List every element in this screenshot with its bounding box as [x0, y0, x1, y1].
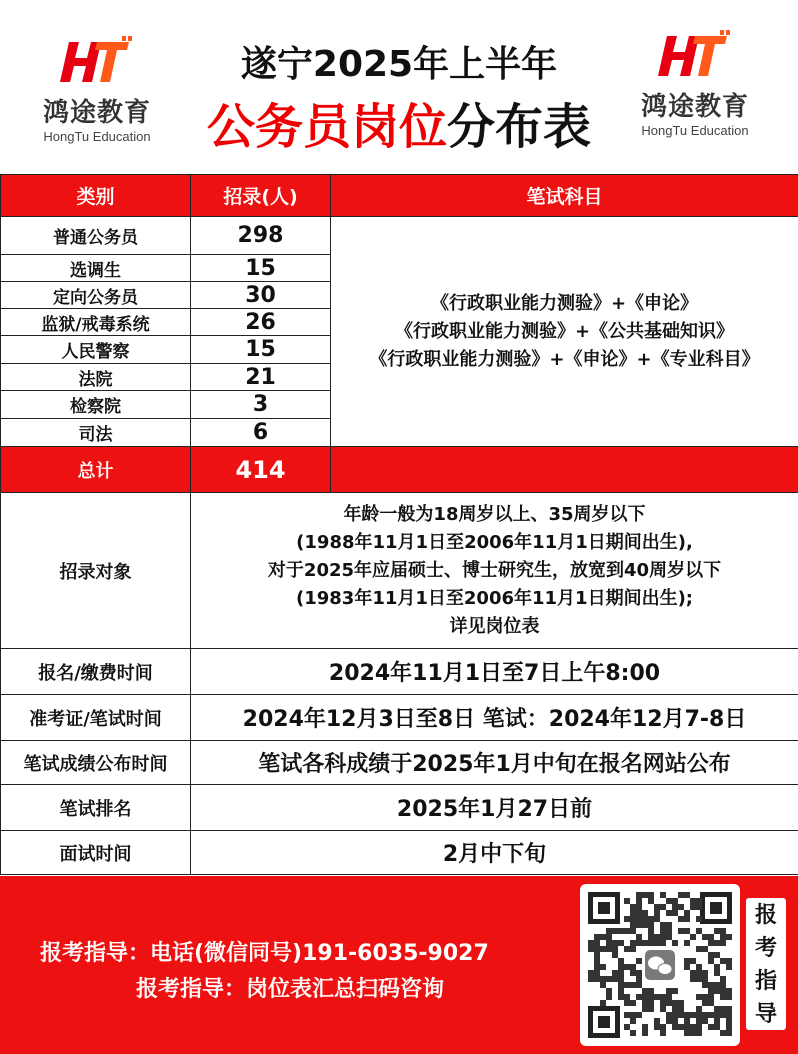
- row-count: 15: [191, 336, 331, 364]
- logo-brand-en-text: HongTu Education: [43, 129, 151, 144]
- row-category: 监狱/戒毒系统: [1, 309, 191, 336]
- row-category: 定向公务员: [1, 282, 191, 309]
- exam-subjects-cell: [331, 217, 798, 447]
- info-row: [1, 741, 798, 785]
- row-count: 3: [191, 391, 331, 419]
- row-category: 选调生: [1, 255, 191, 282]
- logo-brand-text: 鸿途教育: [640, 92, 749, 122]
- hongtu-logo-left: [22, 36, 172, 156]
- logo-brand-en-text: HongTu Education: [641, 123, 749, 138]
- target-line: (1988年11月1日至2006年11月1日期间出生),: [296, 531, 693, 553]
- target-line: 年龄一般为18周岁以上、35周岁以下: [343, 503, 646, 525]
- info-value: 2024年11月1日至7日上午8:00: [191, 649, 798, 695]
- table-header-row: [1, 175, 798, 217]
- table-row: [1, 217, 798, 255]
- total-label: 总计: [1, 447, 191, 493]
- info-value: 笔试各科成绩于2025年1月中旬在报名网站公布: [191, 741, 798, 785]
- side-char: 报: [754, 903, 777, 928]
- row-category: 司法: [1, 419, 191, 447]
- header-count: 招录(人): [191, 175, 331, 217]
- row-category: 法院: [1, 364, 191, 391]
- logo-brand-text: 鸿途教育: [42, 98, 151, 128]
- total-row: [1, 447, 798, 493]
- page-title-line2: [200, 88, 598, 157]
- contact-scan-text: 报考指导：岗位表汇总扫码咨询: [136, 977, 445, 1002]
- hongtu-logo-right: [620, 30, 770, 150]
- position-table: [0, 174, 798, 875]
- row-count: 26: [191, 309, 331, 336]
- page-title-line1: 遂宁2025年上半年: [240, 44, 558, 85]
- exam-subject-line: 《行政职业能力测验》+《申论》+《专业科目》: [369, 348, 760, 370]
- ht-logo-icon: [59, 36, 135, 86]
- info-label: 面试时间: [1, 831, 191, 875]
- info-row: [1, 785, 798, 831]
- info-row: [1, 695, 798, 741]
- info-value: 2025年1月27日前: [191, 785, 798, 831]
- info-row: [1, 831, 798, 875]
- row-category: 检察院: [1, 391, 191, 419]
- target-line: (1983年11月1日至2006年11月1日期间出生);: [296, 587, 693, 609]
- row-count: 21: [191, 364, 331, 391]
- side-char: 导: [754, 1002, 777, 1027]
- row-count: 298: [191, 217, 331, 255]
- total-count: 414: [191, 447, 331, 493]
- exam-subject-line: 《行政职业能力测验》+《申论》: [430, 292, 699, 314]
- target-line: 对于2025年应届硕士、博士研究生，放宽到40周岁以下: [267, 559, 722, 581]
- exam-subject-line: 《行政职业能力测验》+《公共基础知识》: [394, 320, 735, 342]
- header: [0, 0, 798, 174]
- header-exam-subjects: 笔试科目: [331, 175, 798, 217]
- title-black-part: 分布表: [447, 99, 592, 155]
- info-label: 准考证/笔试时间: [1, 695, 191, 741]
- target-line: 详见岗位表: [449, 615, 540, 637]
- header-category: 类别: [1, 175, 191, 217]
- info-value: 2月中下旬: [191, 831, 798, 875]
- total-empty-cell: [331, 447, 798, 493]
- info-value: 2024年12月3日至8日 笔试：2024年12月7-8日: [191, 695, 798, 741]
- side-char: 考: [754, 936, 777, 961]
- row-category: 普通公务员: [1, 217, 191, 255]
- info-label: 笔试成绩公布时间: [1, 741, 191, 785]
- info-row: [1, 649, 798, 695]
- row-count: 30: [191, 282, 331, 309]
- ht-logo-icon: [657, 30, 733, 80]
- footer-banner: [0, 876, 798, 1054]
- side-char: 指: [754, 969, 777, 994]
- target-label: 招录对象: [1, 493, 191, 649]
- info-label: 报名/缴费时间: [1, 649, 191, 695]
- info-label: 笔试排名: [1, 785, 191, 831]
- title-red-part: 公务员岗位: [206, 99, 447, 155]
- contact-phone-text: 报考指导：电话(微信同号)191-6035-9027: [40, 941, 489, 966]
- target-row: [1, 493, 798, 649]
- row-count: 15: [191, 255, 331, 282]
- row-category: 人民警察: [1, 336, 191, 364]
- target-content: [191, 493, 798, 649]
- qr-code-image: [580, 884, 740, 1046]
- guide-side-label: [746, 898, 786, 1030]
- qr-code[interactable]: [580, 884, 740, 1046]
- row-count: 6: [191, 419, 331, 447]
